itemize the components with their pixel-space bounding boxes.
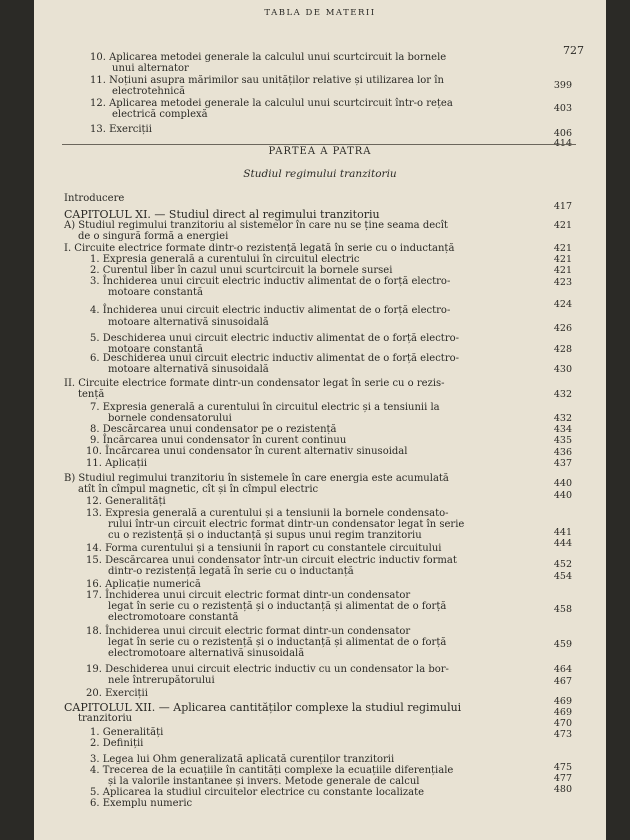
toc-entry: 4. Trecerea de la ecuațiile în cantități complexe la ecuațiile diferențiale (90, 765, 454, 776)
toc-page-number: 452 (553, 559, 572, 570)
toc-page-number: 477 (553, 773, 572, 784)
toc-page-number: 459 (553, 639, 572, 650)
toc-page-number: 399 (553, 80, 572, 91)
part-title: PARTEA A PATRA (268, 146, 372, 157)
toc-entry: 3. Închiderea unui circuit electric inductiv alimentat de o forță electro- (90, 276, 451, 287)
toc-entry: 3. Legea lui Ohm generalizată aplicată curenților tranzitorii (90, 754, 395, 765)
toc-entry: CAPITOLUL XII. — Aplicarea cantităților complexe la studiul regimului (64, 701, 462, 714)
toc-entry: unui alternator (112, 63, 189, 74)
running-header: TABLA DE MATERII (264, 8, 376, 18)
toc-entry: 11. Noțiuni asupra mărimilor sau unităților relative și utilizarea lor în (90, 75, 444, 86)
toc-page-number: 440 (553, 490, 572, 501)
toc-entry: legat în serie cu o rezistență și o inductanță și alimentat de o forță (108, 601, 447, 612)
toc-page-number: 424 (553, 299, 572, 310)
toc-entry: 5. Deschiderea unui circuit electric inductiv alimentat de o forță electro- (90, 333, 460, 344)
toc-entry: I. Circuite electrice formate dintr-o rezistență legată în serie cu o inductanță (64, 243, 455, 254)
toc-page-number: 432 (553, 413, 572, 424)
toc-page-number: 421 (553, 243, 572, 254)
toc-entry: 17. Închiderea unui circuit electric format dintr-un condensator (86, 590, 411, 601)
toc-entry: 18. Închiderea unui circuit electric format dintr-un condensator (86, 626, 411, 637)
toc-entry: nele întrerupătorului (108, 675, 215, 686)
toc-entry: electromotoare alternativă sinusoidală (108, 648, 305, 659)
toc-page-number: 454 (553, 571, 572, 582)
toc-page-number: 467 (553, 676, 572, 687)
toc-entry: 8. Descărcarea unui condensator pe o rezistență (90, 424, 337, 435)
toc-entry: 12. Generalități (86, 496, 166, 507)
toc-page-number: 421 (553, 220, 572, 231)
toc-page-number: 434 (553, 424, 572, 435)
divider (62, 144, 576, 145)
toc-entry: motoare constantă (108, 344, 203, 355)
toc-entry: tență (78, 389, 105, 400)
toc-page-number: 426 (553, 323, 572, 334)
toc-page-number: 469 (553, 696, 572, 707)
toc-page-number: 470 (553, 718, 572, 729)
toc-page-number: 473 (553, 729, 572, 740)
intro-page: 417 (553, 201, 572, 212)
toc-entry: electromotoare constantă (108, 612, 239, 623)
toc-entry: B) Studiul regimului tranzitoriu în sistemele în care energia este acumulată (64, 473, 449, 484)
toc-entry: electrică complexă (112, 109, 208, 120)
part-subtitle: Studiul regimului tranzitoriu (243, 168, 397, 180)
toc-page-number: 480 (553, 784, 572, 795)
toc-page-number: 441 (553, 527, 572, 538)
toc-page-number: 414 (553, 138, 572, 149)
intro-label: Introducere (64, 193, 125, 204)
toc-page-number: 458 (553, 604, 572, 615)
toc-page-number: 406 (553, 128, 572, 139)
toc-entry: 11. Aplicații (86, 458, 148, 469)
toc-entry: tranzitoriu (78, 713, 133, 724)
toc-entry-introduction (64, 193, 124, 204)
toc-page-number: 403 (553, 103, 572, 114)
toc-entry: legat în serie cu o rezistență și o inductanță și alimentat de o forță (108, 637, 447, 648)
toc-entry: 6. Exemplu numeric (90, 798, 193, 809)
toc-page-number: 437 (553, 458, 572, 469)
toc-entry: 13. Exerciții (90, 124, 152, 135)
toc-entry: 9. Încărcarea unui condensator în curent continuu (90, 435, 347, 446)
page-number: 727 (563, 44, 584, 57)
toc-entry: rului într-un circuit electric format dintr-un condensator legat în serie (108, 519, 465, 530)
toc-entry: 1. Generalități (90, 727, 164, 738)
toc-entry: atît în cîmpul magnetic, cît și în cîmpul electric (78, 484, 319, 495)
toc-entry: electrotehnică (112, 86, 186, 97)
book-page (34, 0, 606, 840)
toc-entry: motoare constantă (108, 287, 203, 298)
toc-page-number: 421 (553, 265, 572, 276)
toc-page-number: 432 (553, 389, 572, 400)
toc-entry: 6. Deschiderea unui circuit electric inductiv alimentat de o forță electro- (90, 353, 460, 364)
toc-entry: 20. Exerciții (86, 688, 148, 699)
toc-entry: A) Studiul regimului tranzitoriu al sistemelor în care nu se ține seama decît (64, 220, 448, 231)
toc-entry: 7. Expresia generală a curentului în circuitul electric și a tensiunii la (90, 402, 440, 413)
toc-entry: 14. Forma curentului și a tensiunii în raport cu constantele circuitului (86, 543, 442, 554)
toc-entry: motoare alternativă sinusoidală (108, 317, 269, 328)
toc-entry: 2. Curentul liber în cazul unui scurtcircuit la bornele sursei (90, 265, 393, 276)
toc-entry: dintr-o rezistență legată în serie cu o inductanță (108, 566, 354, 577)
toc-page-number: 440 (553, 478, 572, 489)
toc-entry: cu o rezistență și o inductanță și supus unui regim tranzitoriu (108, 530, 422, 541)
toc-entry: 13. Expresia generală a curentului și a tensiunii la bornele condensato- (86, 508, 449, 519)
toc-entry: 1. Expresia generală a curentului în circuitul electric (90, 254, 360, 265)
toc-page-number: 475 (553, 762, 572, 773)
toc-entry: 4. Închiderea unui circuit electric inductiv alimentat de o forță electro- (90, 305, 451, 316)
toc-entry: și la valorile instantanee și invers. Metode generale de calcul (108, 776, 420, 787)
toc-entry: 5. Aplicarea la studiul circuitelor electrice cu constante localizate (90, 787, 425, 798)
toc-page-number: 469 (553, 707, 572, 718)
toc-page-number: 423 (553, 277, 572, 288)
toc-entry: de o singură formă a energiei (78, 231, 229, 242)
toc-entry: CAPITOLUL XI. — Studiul direct al regimului tranzitoriu (64, 208, 380, 221)
toc-entry: 10. Încărcarea unui condensator în curent alternativ sinusoidal (86, 446, 408, 457)
toc-entry: motoare alternativă sinusoidală (108, 364, 269, 375)
toc-entry: 15. Descărcarea unui condensator într-un circuit electric inductiv format (86, 555, 457, 566)
toc-entry: 16. Aplicație numerică (86, 579, 201, 590)
toc-entry: 19. Deschiderea unui circuit electric inductiv cu un condensator la bor- (86, 664, 449, 675)
toc-entry: II. Circuite electrice formate dintr-un condensator legat în serie cu o rezis- (64, 378, 445, 389)
toc-page-number: 436 (553, 447, 572, 458)
toc-entry: 12. Aplicarea metodei generale la calculul unui scurtcircuit într-o rețea (90, 98, 453, 109)
toc-page-number: 435 (553, 435, 572, 446)
toc-page-number: 464 (553, 664, 572, 675)
toc-entry: bornele condensatorului (108, 413, 232, 424)
toc-page-number: 421 (553, 254, 572, 265)
toc-page-number: 430 (553, 364, 572, 375)
toc-entry: 10. Aplicarea metodei generale la calculul unui scurtcircuit la bornele (90, 52, 447, 63)
toc-entry: 2. Definiții (90, 738, 144, 749)
toc-page-number: 428 (553, 344, 572, 355)
toc-page-number: 444 (553, 538, 572, 549)
